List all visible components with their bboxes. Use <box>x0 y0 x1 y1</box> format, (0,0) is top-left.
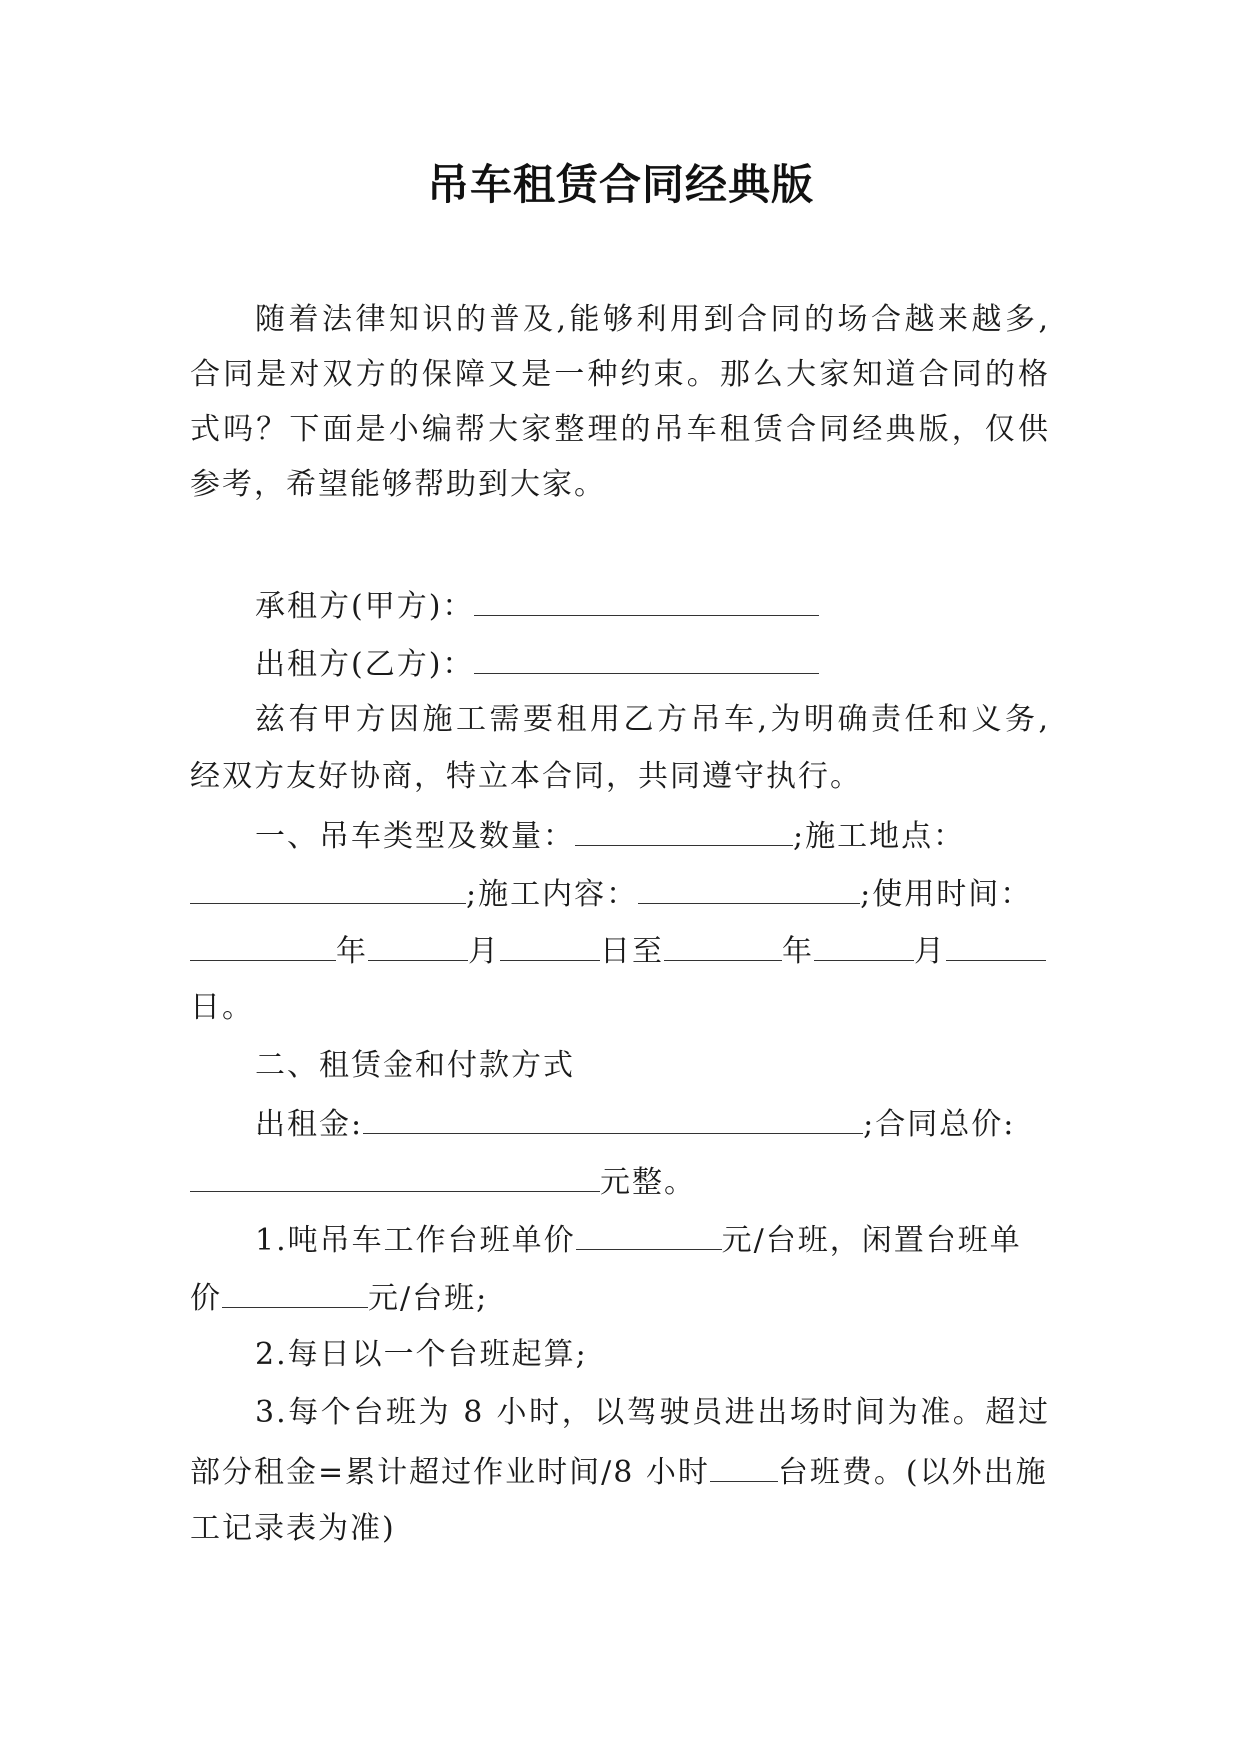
site-label: ;施工地点： <box>793 819 966 854</box>
content-label: ;施工内容： <box>466 877 639 912</box>
rent-blank[interactable] <box>363 1103 863 1134</box>
start-year-blank[interactable] <box>190 930 336 961</box>
yuan-label: 元整。 <box>600 1165 696 1200</box>
section1-row-2 <box>190 873 1050 915</box>
section2-heading: 二、租赁金和付款方式 <box>255 1048 575 1083</box>
section1-row-3 <box>190 930 1050 972</box>
content-blank[interactable] <box>638 873 860 904</box>
year-label: 年 <box>336 934 368 969</box>
item3-line-3: 工记录表为准) <box>190 1511 396 1546</box>
item1-text-a: 1.吨吊车工作台班单价 <box>255 1223 576 1258</box>
item1-text-b: 元/台班，闲置台班单 <box>721 1223 1022 1258</box>
item3-text-c: 台班费。(以外出施 <box>777 1455 1048 1490</box>
year2-label: 年 <box>782 934 814 969</box>
idle-price-blank[interactable] <box>222 1277 368 1308</box>
work-price-blank[interactable] <box>576 1219 722 1250</box>
total-label: ;合同总价: <box>863 1107 1016 1142</box>
item1-row-1 <box>255 1219 1050 1261</box>
month2-label: 月 <box>914 934 946 969</box>
intro-line-1: 随着法律知识的普及,能够利用到合同的场合越来越多, <box>255 302 1050 337</box>
item2-line: 2.每日以一个台班起算; <box>255 1337 588 1372</box>
lessee-blank[interactable] <box>474 585 819 616</box>
end-year-blank[interactable] <box>664 930 782 961</box>
lessee-label: 承租方(甲方)： <box>255 589 475 624</box>
overtime-fee-blank[interactable] <box>710 1451 778 1482</box>
intro-line-3: 式吗？下面是小编帮大家整理的吊车租赁合同经典版，仅供 <box>190 412 1050 447</box>
document-title: 吊车租赁合同经典版 <box>426 160 814 209</box>
preamble-line-2: 经双方友好协商，特立本合同，共同遵守执行。 <box>190 759 862 794</box>
section1-row-1 <box>255 815 1050 857</box>
item1-text-d: 元/台班; <box>368 1281 489 1316</box>
intro-line-2: 合同是对双方的保障又是一种约束。那么大家知道合同的格 <box>190 357 1050 392</box>
lessor-blank[interactable] <box>474 643 819 674</box>
item1-text-c: 价 <box>190 1281 222 1316</box>
item3-row-2 <box>190 1451 1050 1493</box>
day-to-label: 日至 <box>600 934 664 969</box>
lessor-label: 出租方(乙方)： <box>255 647 475 682</box>
month-label: 月 <box>468 934 500 969</box>
item3-text-b: 部分租金=累计超过作业时间/8 小时 <box>190 1455 710 1490</box>
item3-line-1: 3.每个台班为 8 小时，以驾驶员进出场时间为准。超过 <box>255 1395 1050 1430</box>
rent-label: 出租金: <box>255 1107 364 1142</box>
end-month-blank[interactable] <box>814 930 914 961</box>
lessor-row <box>255 643 1050 685</box>
day-end-label: 日。 <box>190 990 254 1025</box>
site-blank[interactable] <box>190 873 466 904</box>
section1-heading: 一、吊车类型及数量： <box>255 819 575 854</box>
end-day-blank[interactable] <box>946 930 1046 961</box>
rent-row <box>255 1103 1050 1145</box>
time-label: ;使用时间： <box>860 877 1033 912</box>
lessee-row <box>255 585 1050 627</box>
start-month-blank[interactable] <box>368 930 468 961</box>
item1-row-2 <box>190 1277 1050 1319</box>
crane-type-blank[interactable] <box>575 815 793 846</box>
intro-line-4: 参考，希望能够帮助到大家。 <box>190 467 606 502</box>
preamble-line-1: 兹有甲方因施工需要租用乙方吊车,为明确责任和义务, <box>255 702 1050 737</box>
start-day-blank[interactable] <box>500 930 600 961</box>
total-blank[interactable] <box>190 1161 600 1192</box>
total-row <box>190 1161 1050 1203</box>
